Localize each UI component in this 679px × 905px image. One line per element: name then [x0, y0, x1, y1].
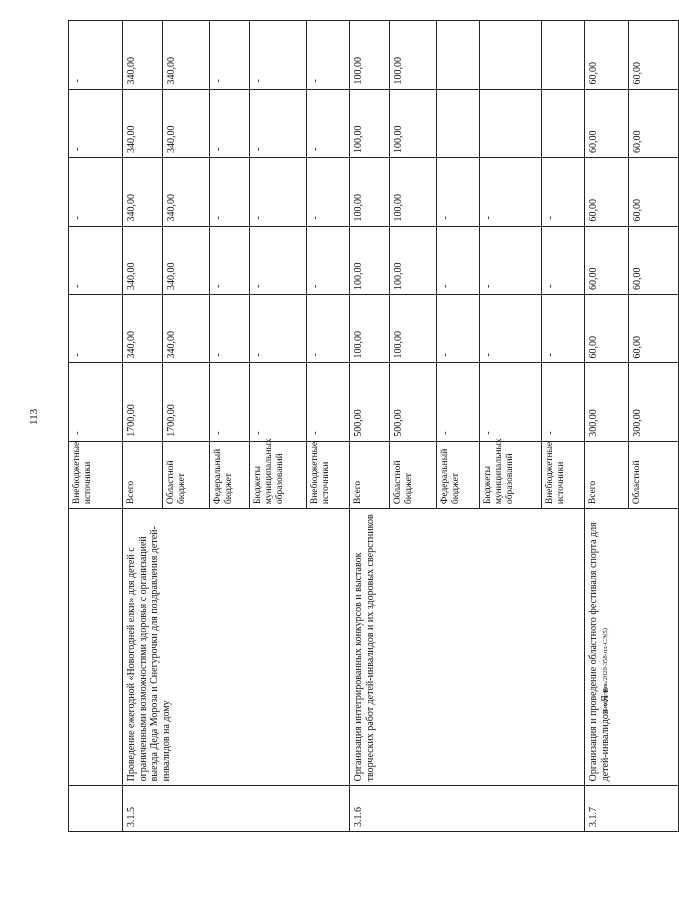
- funding-source-cell: Бюджеты муниципальных образований: [480, 441, 542, 508]
- amount-cell: -: [307, 295, 350, 363]
- amount-cell: -: [542, 226, 585, 294]
- amount-cell: 340,00: [163, 89, 210, 157]
- amount-cell: -: [480, 295, 542, 363]
- amount-cell: 60,00: [629, 21, 679, 90]
- amount-cell: -: [250, 21, 307, 90]
- table-row: [123, 21, 163, 832]
- amount-cell: 100,00: [390, 21, 437, 90]
- amount-cell: 100,00: [390, 295, 437, 363]
- amount-cell: -: [69, 89, 123, 157]
- amount-cell: -: [307, 89, 350, 157]
- amount-cell: 340,00: [123, 89, 163, 157]
- amount-cell: -: [69, 158, 123, 226]
- table-row: [350, 21, 390, 832]
- amount-cell: -: [542, 363, 585, 441]
- amount-cell: 340,00: [123, 226, 163, 294]
- amount-cell: 60,00: [629, 226, 679, 294]
- amount-cell: 60,00: [585, 21, 629, 90]
- amount-cell: -: [69, 226, 123, 294]
- amount-cell: 300,00: [629, 363, 679, 441]
- funding-source-cell: Всего: [123, 441, 163, 508]
- amount-cell: -: [250, 295, 307, 363]
- funding-source-cell: Внебюджетные источники: [69, 441, 123, 508]
- amount-cell: 340,00: [123, 158, 163, 226]
- funding-source-cell: Внебюджетные источники: [542, 441, 585, 508]
- amount-cell: -: [480, 158, 542, 226]
- amount-cell: 100,00: [390, 226, 437, 294]
- amount-cell: [480, 21, 542, 90]
- amount-cell: -: [307, 158, 350, 226]
- amount-cell: 500,00: [390, 363, 437, 441]
- amount-cell: [480, 89, 542, 157]
- amount-cell: 60,00: [629, 89, 679, 157]
- amount-cell: 60,00: [585, 295, 629, 363]
- amount-cell: 1700,00: [163, 363, 210, 441]
- amount-cell: 60,00: [585, 226, 629, 294]
- amount-cell: [542, 89, 585, 157]
- amount-cell: [437, 89, 480, 157]
- amount-cell: 60,00: [629, 295, 679, 363]
- amount-cell: 100,00: [390, 158, 437, 226]
- amount-cell: -: [210, 158, 250, 226]
- item-number-cell: 3.1.5: [123, 786, 350, 832]
- amount-cell: -: [250, 363, 307, 441]
- funding-source-cell: Федеральный бюджет: [437, 441, 480, 508]
- amount-cell: -: [250, 158, 307, 226]
- amount-cell: -: [210, 295, 250, 363]
- budget-table: [68, 20, 679, 832]
- table-row: [69, 21, 123, 832]
- amount-cell: 340,00: [163, 158, 210, 226]
- amount-cell: 100,00: [350, 226, 390, 294]
- funding-source-cell: Областной: [629, 441, 679, 508]
- funding-source-cell: Областной бюджет: [390, 441, 437, 508]
- amount-cell: -: [437, 158, 480, 226]
- amount-cell: -: [542, 295, 585, 363]
- amount-cell: -: [437, 363, 480, 441]
- page-number: 113: [28, 408, 40, 425]
- activity-name-cell: Проведение ежегодной «Новогодней елки» для детей с ограниченными возможностями здоровья с организацией выезда Деда Мороза и Снегурочки для поздравления детей-инвалидов на дому: [123, 509, 350, 786]
- funding-source-cell: Бюджеты муниципальных образований: [250, 441, 307, 508]
- funding-source-cell: Внебюджетные источники: [307, 441, 350, 508]
- amount-cell: [542, 21, 585, 90]
- item-number-cell: 3.1.6: [350, 786, 585, 832]
- activity-name-cell: Организация и проведение областного фестиваля спорта для детей-инвалидов «Я в: [585, 509, 679, 786]
- amount-cell: -: [480, 226, 542, 294]
- amount-cell: -: [69, 363, 123, 441]
- amount-cell: -: [250, 89, 307, 157]
- item-number-cell: 3.1.7: [585, 786, 679, 832]
- funding-source-cell: Федеральный бюджет: [210, 441, 250, 508]
- amount-cell: 60,00: [585, 89, 629, 157]
- amount-cell: 100,00: [350, 295, 390, 363]
- amount-cell: -: [210, 363, 250, 441]
- footer-document-code: Бюллетень/2020-358-пл-СЭ(5): [602, 628, 609, 712]
- amount-cell: -: [307, 363, 350, 441]
- amount-cell: 100,00: [390, 89, 437, 157]
- amount-cell: -: [542, 158, 585, 226]
- amount-cell: 500,00: [350, 363, 390, 441]
- amount-cell: 340,00: [123, 21, 163, 90]
- activity-name-cell: Организация интегрированных конкурсов и выставок творческих работ детей-инвалидов и их здоровых сверстников: [350, 509, 585, 786]
- amount-cell: -: [210, 226, 250, 294]
- amount-cell: -: [210, 89, 250, 157]
- amount-cell: -: [69, 21, 123, 90]
- funding-source-cell: Областной бюджет: [163, 441, 210, 508]
- amount-cell: -: [307, 226, 350, 294]
- amount-cell: 340,00: [123, 295, 163, 363]
- amount-cell: 340,00: [163, 226, 210, 294]
- item-number-cell: [69, 786, 123, 832]
- amount-cell: 340,00: [163, 295, 210, 363]
- amount-cell: -: [250, 226, 307, 294]
- amount-cell: -: [437, 226, 480, 294]
- amount-cell: 60,00: [585, 158, 629, 226]
- amount-cell: 340,00: [163, 21, 210, 90]
- amount-cell: 1700,00: [123, 363, 163, 441]
- amount-cell: 100,00: [350, 21, 390, 90]
- amount-cell: -: [69, 295, 123, 363]
- funding-source-cell: Всего: [350, 441, 390, 508]
- amount-cell: 100,00: [350, 89, 390, 157]
- amount-cell: -: [307, 21, 350, 90]
- amount-cell: [437, 21, 480, 90]
- amount-cell: 300,00: [585, 363, 629, 441]
- amount-cell: 60,00: [629, 158, 679, 226]
- amount-cell: -: [480, 363, 542, 441]
- amount-cell: -: [210, 21, 250, 90]
- activity-name-cell: [69, 509, 123, 786]
- amount-cell: -: [437, 295, 480, 363]
- amount-cell: 100,00: [350, 158, 390, 226]
- funding-source-cell: Всего: [585, 441, 629, 508]
